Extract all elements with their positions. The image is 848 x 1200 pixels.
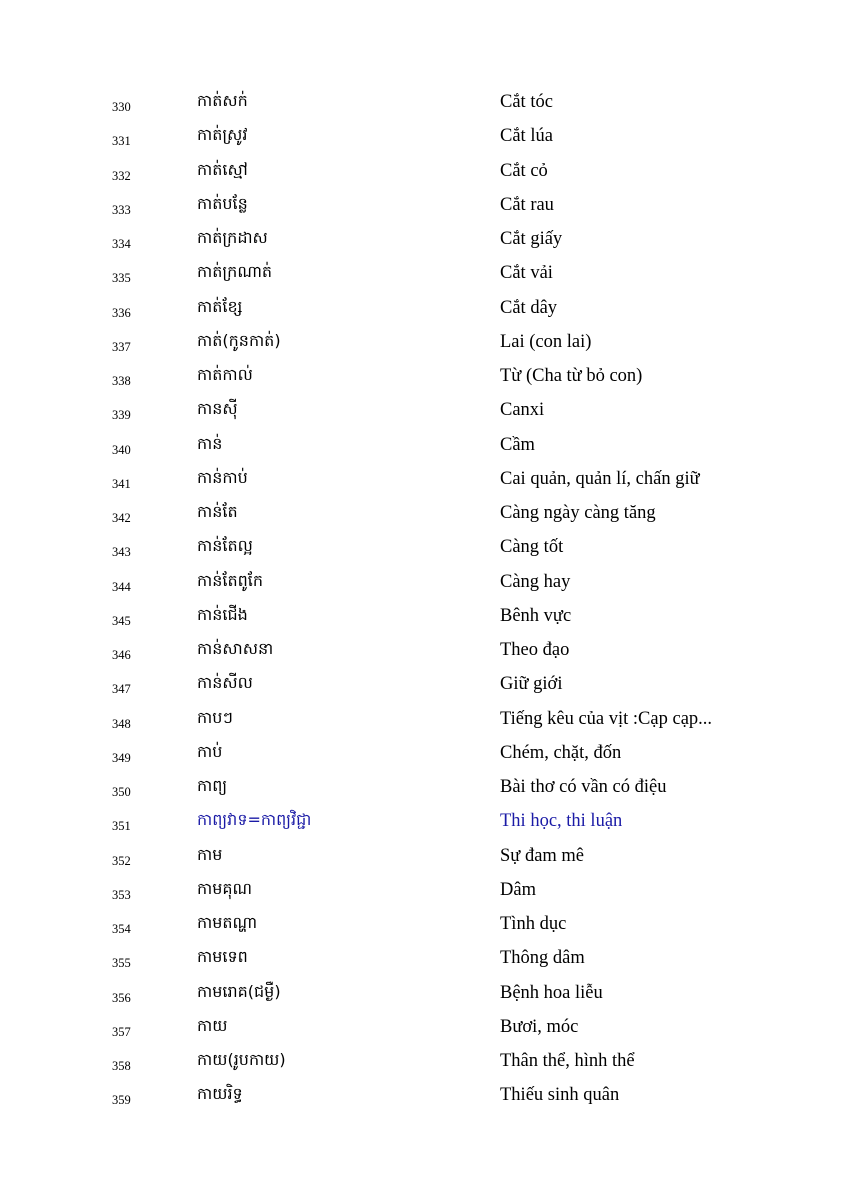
entry-number: 331	[112, 134, 131, 149]
vietnamese-meaning: Cai quản, quản lí, chấn giữ	[500, 468, 700, 489]
entry-number: 333	[112, 202, 131, 217]
khmer-term: កាមទេព	[197, 947, 248, 967]
vietnamese-meaning: Thông dâm	[500, 948, 585, 969]
entry-row	[0, 227, 848, 261]
entry-row	[0, 159, 848, 193]
khmer-term: កាត់បន្លែ	[197, 193, 248, 213]
vietnamese-meaning: Sự đam mê	[500, 845, 585, 866]
entry-number: 354	[112, 922, 131, 936]
entry-row	[0, 364, 848, 398]
khmer-term: កាត់កាល់	[197, 365, 253, 384]
entry-number: 332	[112, 168, 131, 183]
vietnamese-meaning: Cắt lúa	[500, 126, 553, 147]
entry-number: 330	[112, 100, 131, 114]
entry-row	[0, 433, 848, 467]
khmer-term: កាមគុណ	[197, 878, 253, 898]
entry-number: 350	[112, 785, 131, 799]
vietnamese-meaning: Tiếng kêu của vịt :Cạp cạp...	[500, 708, 713, 729]
entry-row	[0, 570, 848, 604]
vietnamese-meaning: Bệnh hoa liễu	[500, 982, 603, 1003]
entry-row	[0, 741, 848, 775]
khmer-term: កាន់តែពូកែ	[197, 570, 264, 590]
entry-number: 338	[112, 374, 131, 388]
entry-row	[0, 809, 848, 843]
vietnamese-meaning: Giữ giới	[500, 674, 563, 695]
khmer-term: កាមតណ្ហា	[197, 913, 258, 932]
khmer-term: កាបៗ	[197, 707, 233, 727]
khmer-term: កាយ	[197, 1015, 228, 1035]
vietnamese-meaning: Lai (con lai)	[500, 331, 592, 352]
entry-number: 344	[112, 579, 131, 594]
entry-row	[0, 981, 848, 1015]
entry-number: 334	[112, 237, 131, 251]
entry-number: 336	[112, 305, 131, 320]
vietnamese-meaning: Cắt giấy	[500, 229, 563, 249]
entry-row	[0, 398, 848, 432]
vietnamese-meaning: Thiếu sinh quân	[500, 1085, 620, 1106]
khmer-term: កាមរោគ(ជម្ងឺ)	[197, 981, 281, 1001]
vietnamese-meaning: Càng tốt	[500, 537, 564, 558]
entry-number: 335	[112, 271, 131, 286]
khmer-term: កាន់កាប់	[197, 467, 248, 487]
khmer-term: កាន់សាសនា	[197, 639, 274, 658]
entry-number: 351	[112, 819, 131, 834]
khmer-term: កាព្យ	[197, 776, 228, 795]
entry-number: 342	[112, 511, 131, 525]
vietnamese-meaning: Cắt rau	[500, 194, 554, 215]
vietnamese-meaning: Từ (Cha từ bỏ con)	[500, 366, 643, 386]
vietnamese-meaning: Bài thơ có vần có điệu	[500, 777, 667, 797]
entry-row	[0, 707, 848, 741]
khmer-term: កាន់តែល្អ	[197, 536, 253, 556]
entry-number: 340	[112, 442, 131, 457]
vietnamese-meaning: Cắt dây	[500, 297, 558, 318]
entry-number: 341	[112, 476, 131, 491]
entry-row	[0, 124, 848, 158]
vietnamese-meaning: Cắt vải	[500, 263, 553, 284]
vietnamese-meaning: Tình dục	[500, 914, 567, 934]
entry-number: 356	[112, 990, 131, 1005]
khmer-term: កាត់ក្រណាត់	[197, 262, 273, 282]
entry-row	[0, 296, 848, 330]
entry-row	[0, 775, 848, 809]
entry-row	[0, 1083, 848, 1117]
khmer-term: កានស៊ី	[197, 399, 238, 419]
entry-number: 343	[112, 545, 131, 560]
entry-row	[0, 1049, 848, 1083]
entry-row	[0, 638, 848, 672]
entry-row	[0, 844, 848, 878]
entry-row	[0, 261, 848, 295]
entry-row	[0, 946, 848, 980]
entry-row	[0, 912, 848, 946]
entry-row	[0, 193, 848, 227]
entry-number: 359	[112, 1093, 131, 1108]
entry-row	[0, 501, 848, 535]
khmer-term: កាត់(កូនកាត់)	[197, 330, 281, 350]
khmer-term: កាត់សក់	[197, 91, 248, 110]
khmer-term: កាត់ក្រដាស	[197, 228, 268, 247]
khmer-term: កាម	[197, 844, 223, 864]
vietnamese-meaning: Cắt tóc	[500, 92, 553, 112]
entry-number: 355	[112, 956, 131, 971]
khmer-term: កាន់តែ	[197, 502, 238, 521]
vietnamese-meaning: Chém, chặt, đốn	[500, 742, 622, 763]
entry-number: 346	[112, 648, 131, 662]
khmer-term: កាន់	[197, 433, 223, 453]
vietnamese-meaning: Càng ngày càng tăng	[500, 503, 656, 523]
vietnamese-meaning: Thi học, thi luận	[500, 811, 623, 832]
entry-row	[0, 878, 848, 912]
vietnamese-meaning: Theo đạo	[500, 640, 570, 660]
khmer-term: កាត់ស្មៅ	[197, 159, 248, 179]
khmer-term: កាប់	[197, 741, 223, 761]
entry-number: 347	[112, 682, 131, 697]
entry-row	[0, 604, 848, 638]
vietnamese-meaning: Canxi	[500, 400, 545, 421]
vietnamese-meaning: Thân thể, hình thể	[500, 1051, 635, 1071]
entry-number: 358	[112, 1059, 131, 1073]
vietnamese-meaning: Bênh vực	[500, 605, 572, 626]
khmer-term: កាព្យវាទ=កាព្យវិជ្ជា	[197, 810, 312, 830]
khmer-term: កាយរិទ្ធ	[197, 1084, 243, 1104]
entry-number: 348	[112, 716, 131, 731]
entry-row	[0, 672, 848, 706]
entry-row	[0, 467, 848, 501]
khmer-term: កាន់សីល	[197, 673, 253, 693]
entry-number: 337	[112, 339, 131, 354]
entry-row	[0, 1015, 848, 1049]
entry-number: 353	[112, 887, 131, 902]
khmer-term: កាន់ជើង	[197, 604, 248, 624]
entry-row	[0, 330, 848, 364]
vietnamese-meaning: Cắt cỏ	[500, 160, 548, 181]
entry-number: 352	[112, 853, 131, 868]
entry-row	[0, 535, 848, 569]
entry-row	[0, 90, 848, 124]
khmer-term: កាត់ស្រូវ	[197, 125, 248, 145]
vietnamese-meaning: Cầm	[500, 434, 535, 455]
entry-number: 345	[112, 613, 131, 628]
khmer-term: កាត់ខ្សែ	[197, 296, 243, 316]
entry-number: 349	[112, 750, 131, 765]
vietnamese-meaning: Dâm	[500, 879, 536, 900]
vietnamese-meaning: Càng hay	[500, 571, 571, 592]
entry-number: 357	[112, 1024, 131, 1039]
entry-number: 339	[112, 408, 131, 423]
vietnamese-meaning: Bươi, móc	[500, 1016, 579, 1037]
khmer-term: កាយ(រូបកាយ)	[197, 1050, 286, 1069]
